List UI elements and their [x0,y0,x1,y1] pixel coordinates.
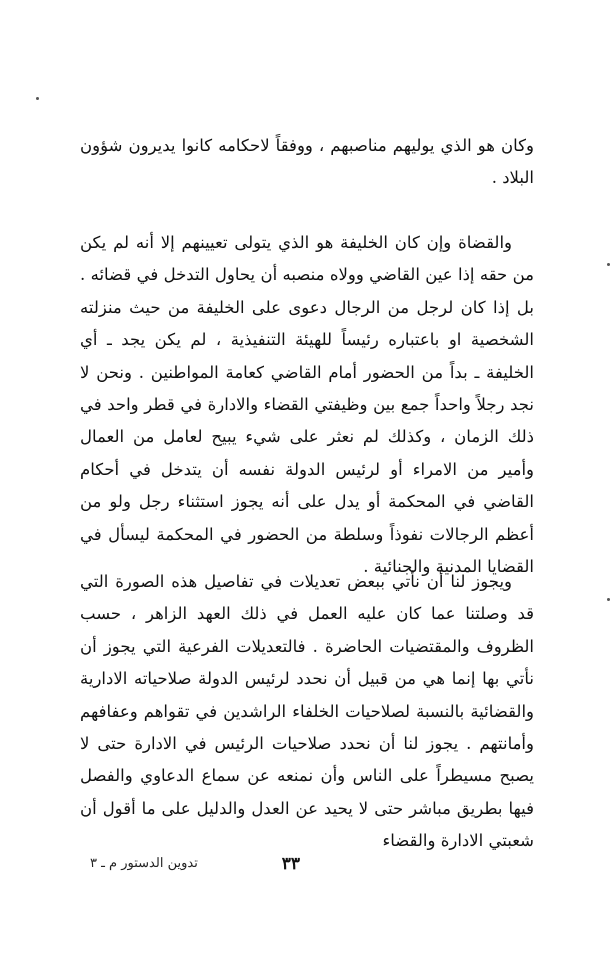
signature-mark: تدوين الدستور م ـ ٣ [90,856,198,871]
paragraph-3: ويجوز لنا أن نأتي ببعض تعديلات في تفاصيل هذه الصورة التي قد وصلتنا عما كان عليه العمل في ذلك العهد الزاهر ، حسب الظروف والمقتضيات الحاضرة . فالتعديلات الفرعية التي يجوز أن نأتي بها إنما هي من قبيل أن نحدد لرئيس الدولة صلاحياته الادارية والقضائية بالنسبة لصلاحيات الخلفاء الراشدين في تقواهم وعفافهم وأمانتهم . يجوز لنا أن نحدد صلاحيات الرئيس في الادارة حتى لا يصبح مسيطراً على الناس وأن نمنعه عن سماع الدعاوي والفصل فيها بطريق مباشر حتى لا يحيد عن العدل والدليل على ما أقول أن شعبتي الادارة والقضاء [80,572,534,851]
paragraph-block-3 [80,566,534,858]
paragraph-1: وكان هو الذي يوليهم مناصبهم ، ووفقاً لاحكامه كانوا يديرون شؤون البلاد . [80,136,534,188]
page-footer [70,854,540,880]
speck-mark [607,598,610,601]
paragraph-block-2 [80,227,534,583]
speck-mark [607,263,610,266]
paragraph-2: والقضاة وإن كان الخليفة هو الذي يتولى تعيينهم إلا أنه لم يكن من حقه إذا عين القاضي وولاه منصبه أن يحاول التدخل في قضائه . بل إذا كان لرجل من الرجال دعوى على الخليفة من حيث منزلته الشخصية او باعتباره رئيساً للهيئة التنفيذية ، لم يكن يجد ـ أي الخليفة ـ بداً من الحضور أمام القاضي كعامة المواطنين . ونحن لا نجد رجلاً واحداً جمع بين وظيفتي القضاء والادارة في قطر واحد في ذلك الزمان ، وكذلك لم نعثر على شيء يبيح لعامل من العمال وأمير من الامراء أو لرئيس الدولة نفسه أن يتدخل في أحكام القاضي في المحكمة أو يدل على أنه يجوز استثناء رجل ولو من أعظم الرجالات نفوذاً وسلطة من الحضور في المحكمة ليسأل في القضايا المدنية والجنائية . [80,233,534,577]
page-number: ٣٣ [281,854,300,874]
paragraph-block-1 [80,130,534,195]
speck-mark [36,97,39,100]
